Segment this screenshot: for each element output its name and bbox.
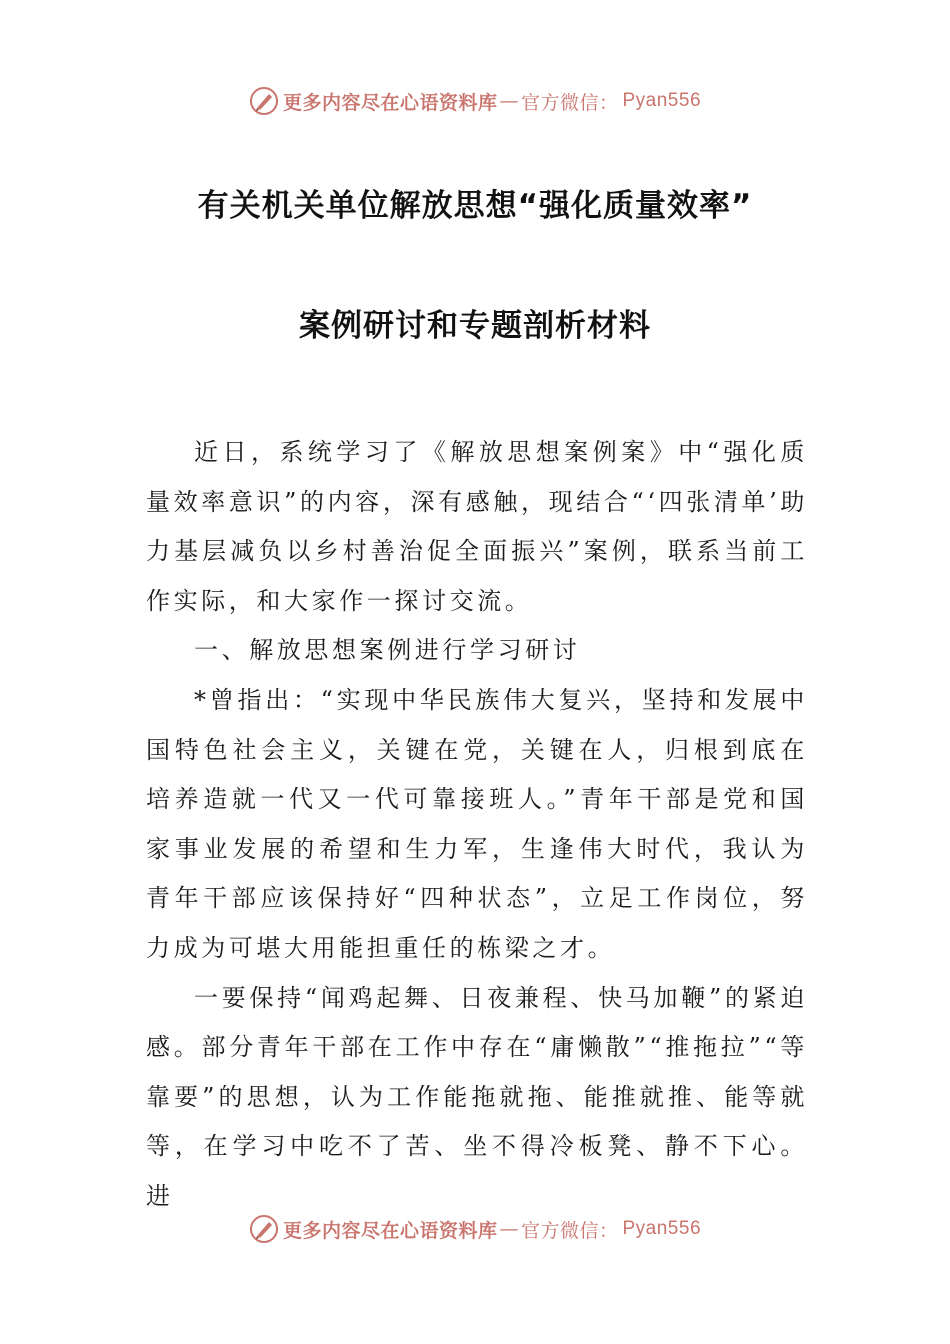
paragraph-point-one: 一要保持“闻鸡起舞、日夜兼程、快马加鞭”的紧迫感。部分青年干部在工作中存在“庸懒散”“推拖拉”“等靠要”的思想，认为工作能拖就拖、能推就推、能等就等，在学习中吃不了苦、坐不得冷板凳、静不下心。进 (146, 983, 808, 1210)
watermark-footer (0, 1214, 950, 1244)
watermark-official-label: 官方微信： (520, 1219, 619, 1242)
watermark-dash: — (499, 90, 519, 112)
watermark-main-text: 更多内容尽在心语资料库 (282, 91, 498, 114)
document-title-line-2: 案例研讨和专题剖析材料 (299, 308, 651, 344)
watermark-wechat-id: Pyan556 (622, 1218, 702, 1239)
paragraph-intro: 近日，系统学习了《解放思想案例案》中“强化质量效率意识”的内容，深有感触，现结合“‘四张清单’助力基层减负以乡村善治促全面振兴”案例，联系当前工作实际，和大家作一探讨交流。 (146, 438, 808, 615)
document-title-line-1: 有关机关单位解放思想“强化质量效率” (197, 188, 753, 224)
watermark-wechat-id: Pyan556 (622, 90, 702, 111)
paragraph-quote: *曾指出：“实现中华民族伟大复兴，坚持和发展中国特色社会主义，关键在党，关键在人，归根到底在培养造就一代又一代可靠接班人。”青年干部是党和国家事业发展的希望和生力军，生逢伟大时代，我认为青年干部应该保持好“四种状态”，立足工作岗位，努力成为可堪大用能担重任的栋梁之才。 (146, 685, 808, 962)
pen-logo-icon (249, 1214, 279, 1244)
watermark-dash: — (499, 1218, 519, 1240)
watermark-official-label: 官方微信： (520, 91, 619, 114)
watermark-header (0, 86, 950, 116)
document-body (146, 428, 808, 1222)
pen-logo-icon (249, 86, 279, 116)
watermark-main-text: 更多内容尽在心语资料库 (282, 1219, 498, 1242)
paragraph-section-heading: 一、解放思想案例进行学习研讨 (194, 636, 581, 665)
